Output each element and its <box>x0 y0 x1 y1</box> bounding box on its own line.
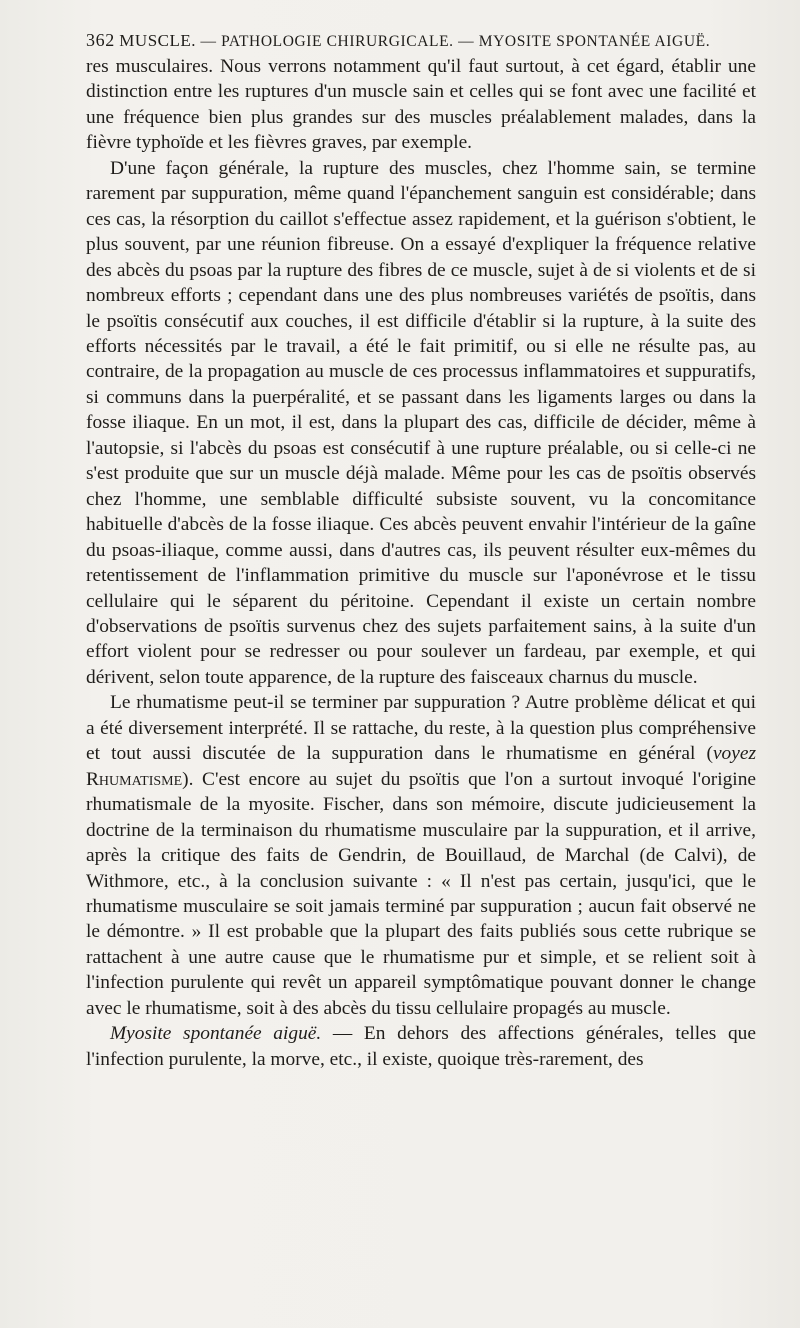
paragraph-rheumatism <box>86 690 756 1021</box>
cross-reference-word: voyez <box>712 743 756 765</box>
section-heading: Myosite spontanée aiguë. <box>110 1023 322 1045</box>
running-head-subsection: MYOSITE SPONTANÉE AIGUË. <box>478 33 711 50</box>
paragraph-continuation: res musculaires. Nous verrons notamment qu'il faut surtout, à cet égard, établir une distinction entre les ruptures d'un muscle sain et celles qui se font avec une facilité et une fréquence bien plus grandes sur des muscles préalablement malades, dans la fièvre typhoïde et les fièvres graves, par exemple. <box>86 56 756 154</box>
running-head-dash: — <box>200 33 217 50</box>
running-head-title: MUSCLE. <box>119 31 197 50</box>
running-head-dash: — <box>458 33 475 50</box>
paragraph-text: — En dehors des affections générales, telles que l'infection purulente, la morve, etc., il existe, quoique très-rarement, des <box>86 1023 756 1070</box>
paragraph-muscle-rupture: D'une façon générale, la rupture des muscles, chez l'homme sain, se termine rarement par suppuration, même quand l'épanchement sanguin est considérable; dans ces cas, la résorption du caillot s'effectue assez rapidement, et la guérison s'obtient, le plus souvent, par une réunion fibreuse. On a essayé d'expliquer la fréquence relative des abcès du psoas par la rupture des fibres de ce muscle, sujet à de si violents et de si nombreux efforts ; cependant dans une des plus nombreuses variétés de psoïtis, dans le psoïtis consécutif aux couches, il est difficile d'établir si la rupture, à la suite des efforts nécessités par le travail, a été le fait primitif, ou si elle ne résulte pas, au contraire, de la propagation au muscle de ces processus inflammatoires et suppuratifs, si communs dans la puerpéralité, et se passant dans les ligaments larges ou dans la fosse iliaque. En un mot, il est, dans la plupart des cas, difficile de décider, même à l'autopsie, si l'abcès du psoas est consécutif à une rupture préalable, ou si celle-ci ne s'est produite que sur un muscle déjà malade. Même pour les cas de psoïtis observés chez l'homme, une semblable difficulté subsiste souvent, vu la concomitance habituelle d'abcès de la fosse iliaque. Ces abcès peuvent envahir l'intérieur de la gaîne du psoas-iliaque, comme aussi, dans d'autres cas, ils peuvent résulter eux-mêmes du retentissement de l'inflammation primitive du muscle sur l'aponévrose et le tissu cellulaire qui le séparent du péritoine. Cependant il existe un certain nombre d'observations de psoïtis survenus chez des sujets parfaitement sains, à la suite d'un effort violent pour se redresser ou pour soulever un fardeau, par exemple, et qui dérivent, selon toute apparence, de la rupture des faisceaux charnus du muscle. <box>86 157 756 688</box>
running-head-section: PATHOLOGIE CHIRURGICALE. <box>221 33 454 50</box>
cross-reference-target: Rhumatisme <box>86 768 183 790</box>
page-number: 362 <box>86 30 115 50</box>
paragraph-text: ). C'est encore au sujet du psoïtis que l'on a surtout invoqué l'origine rhumatismale de la myosite. Fischer, dans son mémoire, discute judicieusement la doctrine de la terminaison du rhumatisme musculaire par la suppuration, et il arrive, après la critique des faits de Gendrin, de Bouillaud, de Marchal (de Calvi), de Withmore, etc., à la conclusion suivante : « Il n'est pas certain, jusqu'ici, que le rhumatisme musculaire se soit jamais terminé par suppuration ; aucun fait observé ne le démontre. » Il est probable que la plupart des faits publiés sous cette rubrique se rattachent à une autre cause que le rhumatisme pur et simple, et se relient soit à l'infection purulente qui revêt un appareil symptômatique pouvant donner le change avec le rhumatisme, soit à des abcès du tissu cellulaire propagés au muscle. <box>86 768 756 1019</box>
paragraph-acute-myositis <box>86 1021 756 1072</box>
paragraph-text: Le rhumatisme peut-il se terminer par suppuration ? Autre problème délicat et qui a été diversement interprété. Il se rattache, du reste, à la question plus compréhensive et tout aussi discutée de la suppuration dans le rhumatisme en général ( <box>86 692 756 765</box>
body-text <box>86 54 756 1072</box>
running-head <box>86 30 756 52</box>
